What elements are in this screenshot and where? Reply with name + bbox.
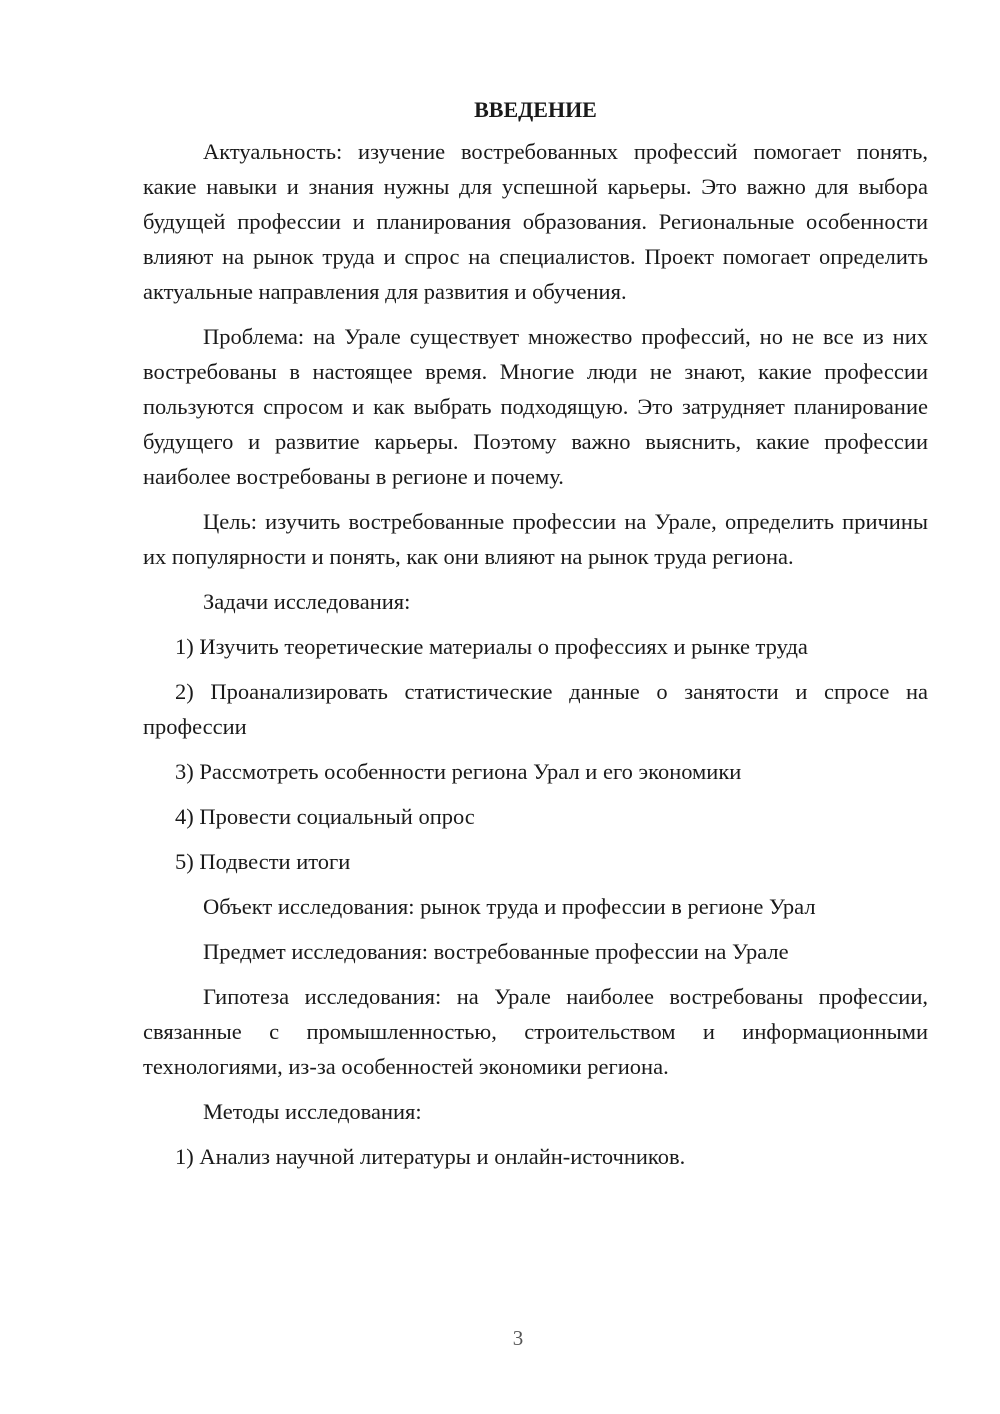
- hypothesis-paragraph: Гипотеза исследования: на Урале наиболее востребованы профессии, связанные с промышленностью, строительством и информационными технологиями, из-за особенностей экономики региона.: [143, 984, 928, 1079]
- method-item-1: 1) Анализ научной литературы и онлайн-источников.: [175, 1144, 686, 1169]
- goal-paragraph: Цель: изучить востребованные профессии на Урале, определить причины их популярности и понять, как они влияют на рынок труда региона.: [143, 509, 928, 569]
- task-item-5: 5) Подвести итоги: [175, 849, 351, 874]
- object-paragraph: Объект исследования: рынок труда и профессии в регионе Урал: [203, 894, 816, 919]
- tasks-title: Задачи исследования:: [203, 589, 411, 614]
- task-item-4: 4) Провести социальный опрос: [175, 804, 475, 829]
- relevance-paragraph: Актуальность: изучение востребованных профессий помогает понять, какие навыки и знания нужны для успешной карьеры. Это важно для выбора будущей профессии и планирования образования. Региональные особенности влияют на рынок труда и спрос на специалистов. Проект помогает определить актуальные направления для развития и обучения.: [143, 139, 928, 304]
- task-item-2: 2) Проанализировать статистические данные о занятости и спросе на профессии: [143, 679, 928, 739]
- section-heading: ВВЕДЕНИЕ: [474, 97, 597, 122]
- methods-title: Методы исследования:: [203, 1099, 422, 1124]
- page-content: [143, 92, 928, 1184]
- problem-paragraph: Проблема: на Урале существует множество профессий, но не все из них востребованы в настоящее время. Многие люди не знают, какие профессии пользуются спросом и как выбрать подходящую. Это затрудняет планирование будущего и развитие карьеры. Поэтому важно выяснить, какие профессии наиболее востребованы в регионе и почему.: [143, 324, 928, 489]
- page-number: 3: [512, 1326, 524, 1350]
- subject-paragraph: Предмет исследования: востребованные профессии на Урале: [203, 939, 789, 964]
- task-item-1: 1) Изучить теоретические материалы о профессиях и рынке труда: [175, 634, 808, 659]
- task-item-3: 3) Рассмотреть особенности региона Урал и его экономики: [175, 759, 742, 784]
